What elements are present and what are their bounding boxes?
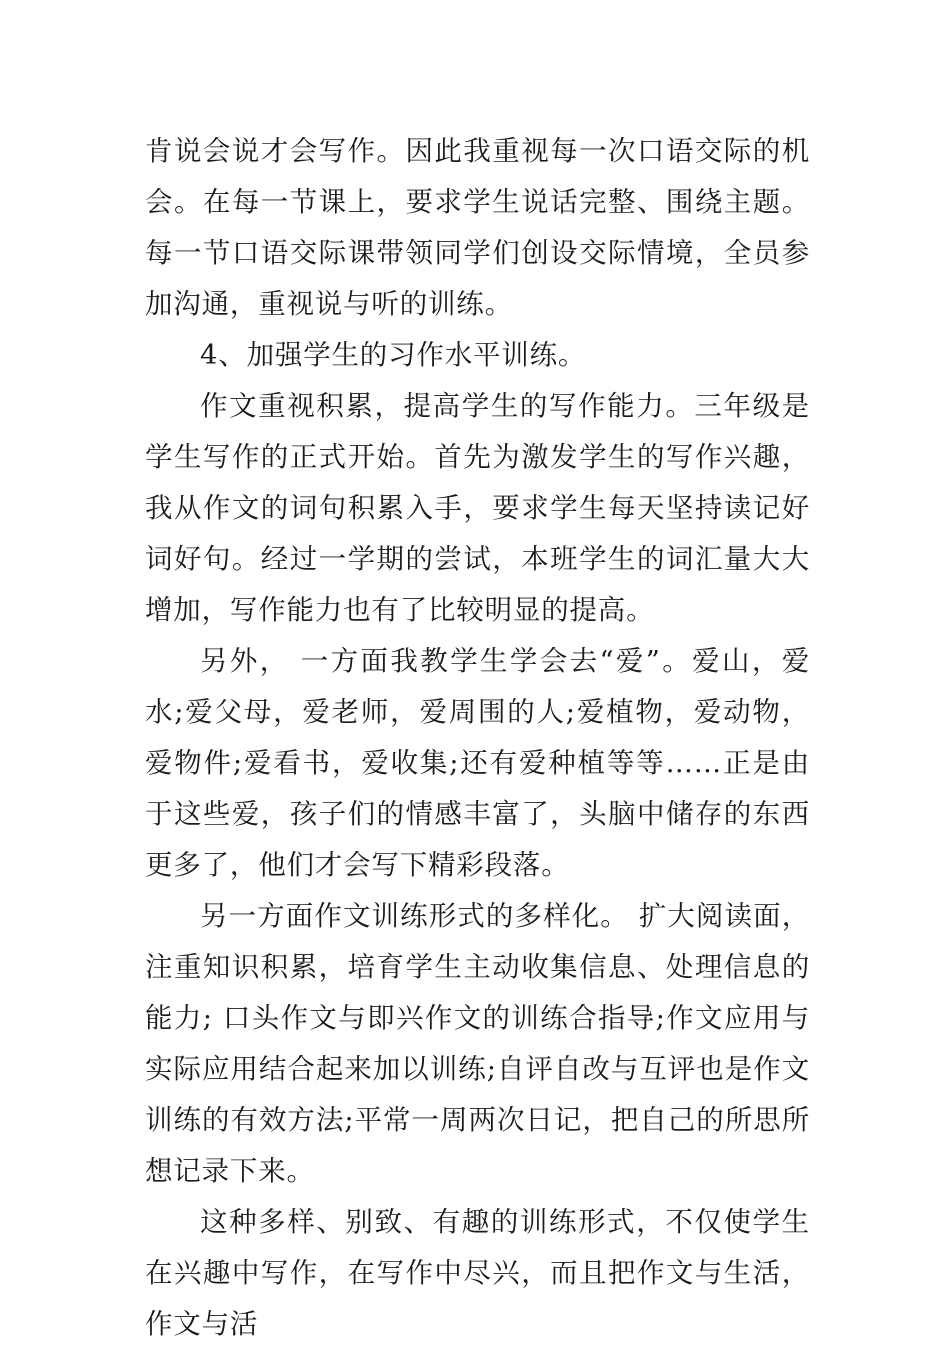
paragraph-3: 作文重视积累，提高学生的写作能力。三年级是学生写作的正式开始。首先为激发学生的写作兴趣，我从作文的词句积累入手，要求学生每天坚持读记好词好句。经过一学期的尝试，本班学生的词汇量大大增加，写作能力也有了比较明显的提高。 (145, 390, 810, 626)
paragraph-1: 肯说会说才会写作。因此我重视每一次口语交际的机会。在每一节课上，要求学生说话完整、围绕主题。每一节口语交际课带领同学们创设交际情境，全员参加沟通，重视说与听的训练。 (145, 135, 810, 320)
paragraph-5: 另一方面作文训练形式的多样化。 扩大阅读面，注重知识积累，培育学生主动收集信息、处理信息的能力; 口头作文与即兴作文的训练合指导;作文应用与实际应用结合起来加以训练;自评自改与互评也是作文训练的有效方法;平常一周两次日记，把自己的所思所想记录下来。 (145, 900, 810, 1187)
paragraph-4: 另外， 一方面我教学生学会去“爱”。爱山，爱水;爱父母，爱老师，爱周围的人;爱植物，爱动物，爱物件;爱看书，爱收集;还有爱种植等等……正是由于这些爱，孩子们的情感丰富了，头脑中储存的东西更多了，他们才会写下精彩段落。 (145, 645, 810, 881)
document-body (145, 126, 810, 1350)
paragraph-2-heading: 4、加强学生的习作水平训练。 (200, 339, 587, 371)
paragraph-6: 这种多样、别致、有趣的训练形式，不仅使学生在兴趣中写作，在写作中尽兴，而且把作文与生活，作文与活 (145, 1206, 810, 1340)
